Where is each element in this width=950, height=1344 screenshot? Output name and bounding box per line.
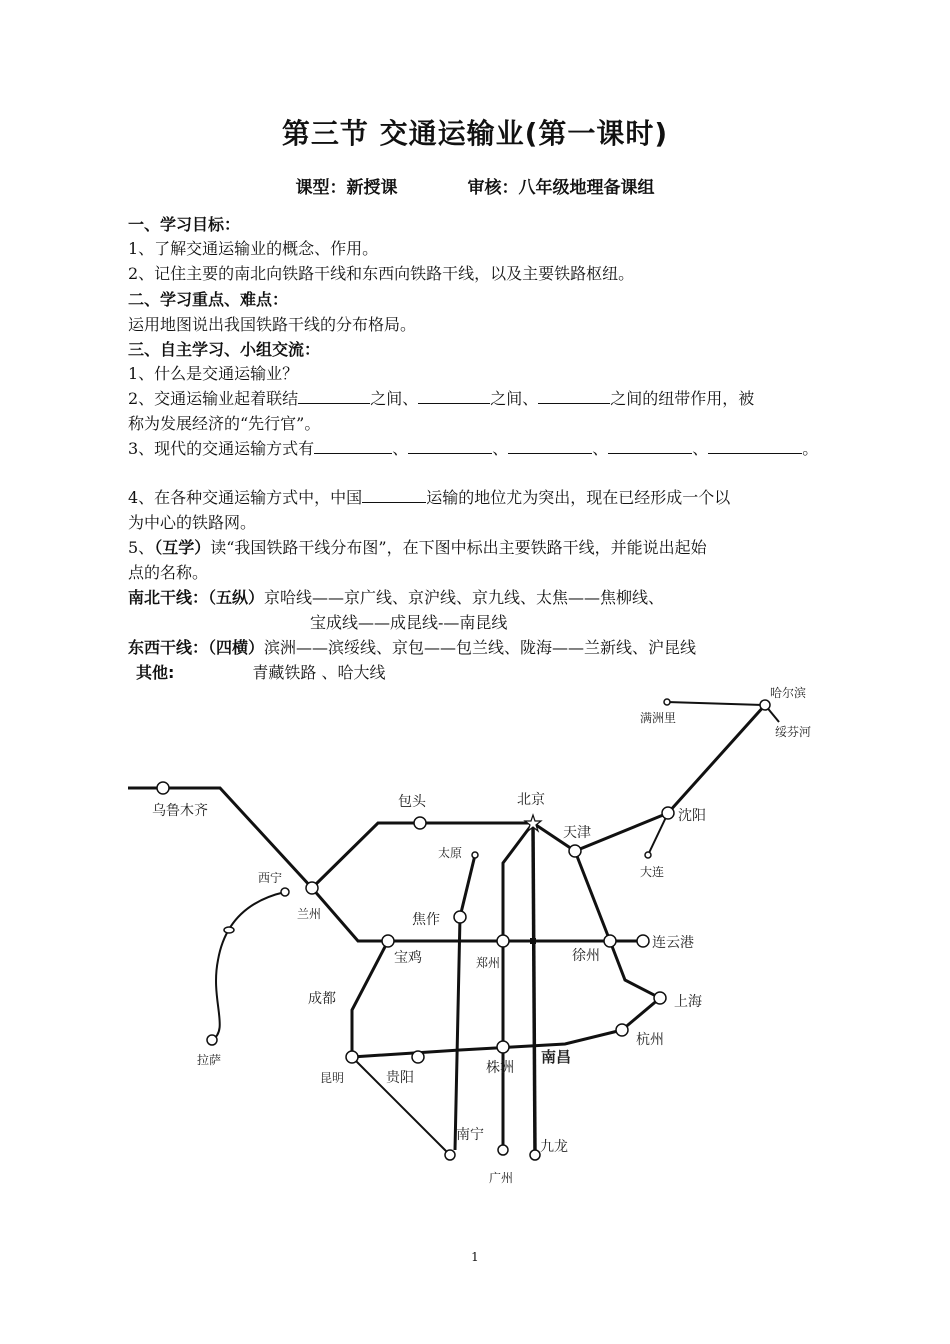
harbin-label: 哈尔滨 — [770, 686, 807, 700]
kunming-label: 昆明 — [320, 1071, 345, 1085]
qingzang-line — [212, 892, 285, 1040]
dalian-node — [645, 852, 651, 858]
keypoint-1: 运用地图说出我国铁路干线的分布格局。 — [128, 315, 417, 334]
chengdu-label: 成都 — [308, 991, 336, 1007]
question-4: 4、在各种交通运输方式中，中国 运输的地位尤为突出，现在已经形成一个以 — [128, 488, 731, 507]
shanghai-node — [654, 992, 666, 1004]
jiulong-node — [530, 1150, 540, 1160]
urumqi-label: 乌鲁木齐 — [152, 803, 208, 819]
page-title: 第三节 交通运输业(第一课时) — [281, 117, 669, 150]
jingjiu-line — [533, 823, 535, 1155]
manzhouli-label: 满洲里 — [640, 711, 677, 725]
nanning-node — [445, 1150, 455, 1160]
suifenhe-label: 绥芬河 — [775, 725, 812, 739]
lianyungang-node — [637, 935, 649, 947]
hangzhou-label: 杭州 — [636, 1032, 664, 1048]
harbin-node — [760, 700, 770, 710]
zhuzhou-label: 株洲 — [486, 1060, 514, 1076]
taijiao-jiaozhi-line — [455, 855, 475, 1150]
question-5: 5、（互学）读“我国铁路干线分布图”，在下图中标出主要铁路干线，并能说出起始 — [128, 538, 707, 557]
question-5-cont: 点的名称。 — [128, 563, 209, 582]
nanning-label: 南宁 — [456, 1127, 484, 1143]
shanghai-label: 上海 — [674, 994, 702, 1010]
baocheng-chengkun-line — [352, 941, 388, 1057]
manzhouli-node — [664, 699, 670, 705]
other-lines: 其他: 青藏铁路 、哈大线 — [136, 663, 386, 682]
taiyuan-node — [472, 852, 478, 858]
xuzhou-label: 徐州 — [572, 948, 600, 964]
zhengzhou-node — [497, 935, 509, 947]
baoji-label: 宝鸡 — [394, 950, 422, 966]
shenyang-label: 沈阳 — [678, 808, 706, 824]
shenyang-node — [662, 807, 674, 819]
taiyuan-label: 太原 — [438, 846, 463, 860]
jiulong-label: 九龙 — [540, 1139, 568, 1155]
lanzhou-label: 兰州 — [297, 907, 322, 921]
page-number: 1 — [471, 1250, 479, 1264]
goal-1: 1、了解交通运输业的概念、作用。 — [128, 239, 379, 258]
question-2: 2、交通运输业起着联结 之间、 之间、 之间的纽带作用，被 — [128, 389, 755, 408]
guiyang-label: 贵阳 — [386, 1070, 414, 1086]
ns-lines-cont: 宝成线——成昆线-—南昆线 — [310, 613, 508, 632]
ns-lines: 南北干线：（五纵）京哈线——京广线、京沪线、京九线、太焦——焦柳线、 — [128, 588, 665, 607]
binzhou-line — [667, 702, 765, 705]
section-2-heading: 二、学习重点、难点： — [128, 290, 289, 309]
goal-2: 2、记住主要的南北向铁路干线和东西向铁路干线，以及主要铁路枢纽。 — [128, 264, 635, 283]
qingzang-marker — [224, 927, 234, 933]
jingbao-baolan-line — [312, 823, 533, 888]
junction-marker — [530, 938, 536, 944]
guiyang-node — [412, 1051, 424, 1063]
jiaozuo-node — [454, 911, 466, 923]
lanzhou-node — [306, 882, 318, 894]
question-3: 3、现代的交通运输方式有 、 、 、 、 。 — [128, 439, 819, 458]
kunming-node — [346, 1051, 358, 1063]
zhuzhou-node — [497, 1041, 509, 1053]
lhasa-node — [207, 1035, 217, 1045]
hukun-line — [352, 1030, 622, 1057]
question-1: 1、什么是交通运输业？ — [128, 364, 299, 383]
nanchang-label: 南昌 — [541, 1048, 572, 1066]
guangzhou-label: 广州 — [489, 1171, 514, 1185]
ew-lines: 东西干线：（四横）滨洲——滨绥线、京包——包兰线、陇海——兰新线、沪昆线 — [128, 638, 697, 657]
tianjin-label: 天津 — [563, 825, 591, 841]
baoji-node — [382, 935, 394, 947]
tianjin-node — [569, 845, 581, 857]
lesson-type: 课型：新授课 — [295, 178, 398, 198]
lhasa-label: 拉萨 — [197, 1053, 222, 1067]
xining-node — [281, 888, 289, 896]
baotou-label: 包头 — [398, 794, 426, 810]
question-2-cont: 称为发展经济的“先行官”。 — [128, 414, 321, 433]
zhengzhou-label: 郑州 — [476, 956, 501, 970]
beijing-label: 北京 — [517, 792, 545, 808]
dalian-label: 大连 — [640, 865, 665, 879]
baotou-node — [414, 817, 426, 829]
guangzhou-node — [498, 1145, 508, 1155]
reviewer: 审核：八年级地理备课组 — [467, 178, 655, 198]
hangzhou-node — [616, 1024, 628, 1036]
lianyungang-label: 连云港 — [652, 935, 694, 951]
xuzhou-node — [604, 935, 616, 947]
section-1-heading: 一、学习目标： — [128, 215, 241, 234]
section-3-heading: 三、自主学习、小组交流： — [128, 340, 321, 359]
question-4-cont: 为中心的铁路网。 — [128, 513, 257, 532]
jiaozuo-label: 焦作 — [412, 912, 440, 928]
jingguang-line — [503, 823, 533, 1150]
xining-label: 西宁 — [258, 871, 283, 885]
urumqi-node — [157, 782, 169, 794]
